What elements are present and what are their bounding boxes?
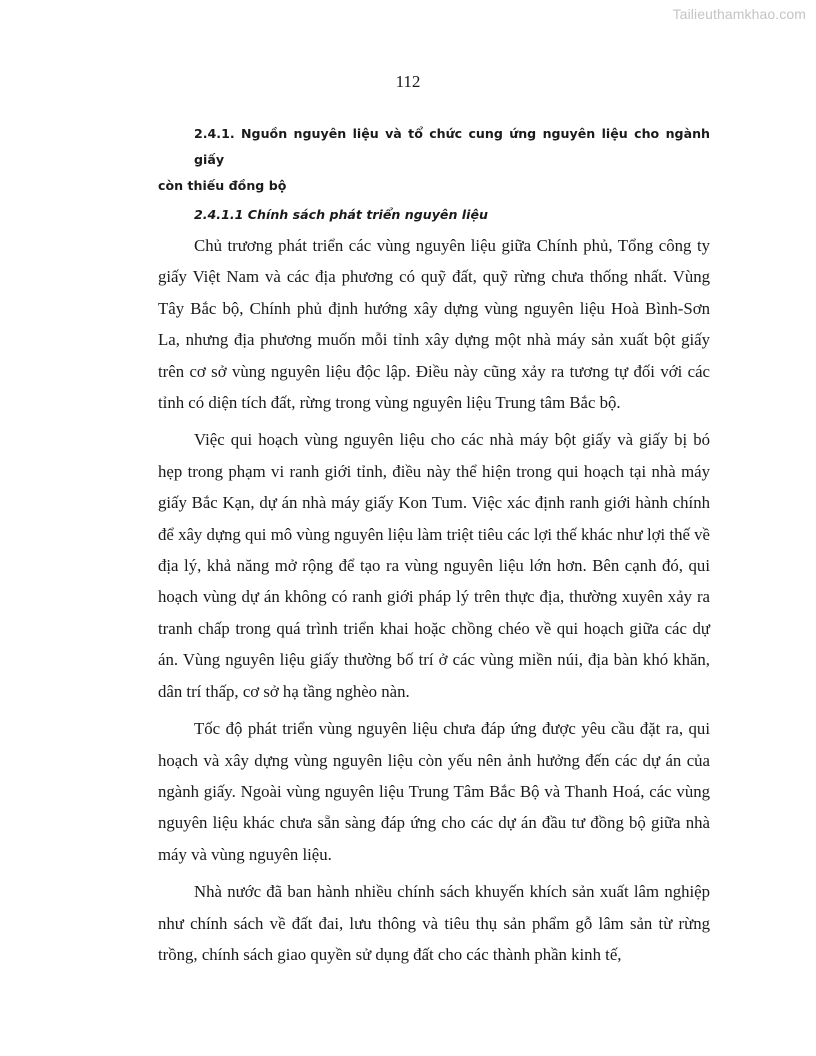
section-heading: [158, 121, 710, 199]
section-heading-line2: còn thiếu đồng bộ: [158, 178, 287, 193]
paragraph: Nhà nước đã ban hành nhiều chính sách khuyến khích sản xuất lâm nghiệp như chính sách về đất đai, lưu thông và tiêu thụ sản phẩm gỗ lâm sản từ rừng trồng, chính sách giao quyền sử dụng đất cho các thành phần kinh tế,: [158, 882, 710, 964]
paragraph: Tốc độ phát triển vùng nguyên liệu chưa đáp ứng được yêu cầu đặt ra, qui hoạch và xây dựng vùng nguyên liệu còn yếu nên ảnh hưởng đến các dự án của ngành giấy. Ngoài vùng nguyên liệu Trung Tâm Bắc Bộ và Thanh Hoá, các vùng nguyên liệu khác chưa sẵn sàng đáp ứng cho các dự án đầu tư đồng bộ giữa nhà máy và vùng nguyên liệu.: [158, 719, 710, 864]
document-body: [158, 121, 710, 976]
paragraph: Việc qui hoạch vùng nguyên liệu cho các nhà máy bột giấy và giấy bị bó hẹp trong phạm vi ranh giới tỉnh, điều này thể hiện trong qui hoạch tại nhà máy giấy Bắc Kạn, dự án nhà máy giấy Kon Tum. Việc xác định ranh giới hành chính để xây dựng qui mô vùng nguyên liệu làm triệt tiêu các lợi thế khác như lợi thế về địa lý, khả năng mở rộng để tạo ra vùng nguyên liệu lớn hơn. Bên cạnh đó, qui hoạch vùng dự án không có ranh giới pháp lý trên thực địa, thường xuyên xảy ra tranh chấp trong quá trình triển khai hoặc chồng chéo về qui hoạch giữa các dự án. Vùng nguyên liệu giấy thường bố trí ở các vùng miền núi, địa bàn khó khăn, dân trí thấp, cơ sở hạ tầng nghèo nàn.: [158, 430, 710, 701]
page-number: 112: [395, 72, 421, 91]
subsection-heading: 2.4.1.1 Chính sách phát triển nguyên liệu: [194, 207, 488, 222]
section-heading-line1: 2.4.1. Nguồn nguyên liệu và tổ chức cung ứng nguyên liệu cho ngành giấy: [194, 126, 710, 167]
paragraph: Chủ trương phát triển các vùng nguyên liệu giữa Chính phủ, Tổng công ty giấy Việt Nam và các địa phương có quỹ đất, quỹ rừng chưa thống nhất. Vùng Tây Bắc bộ, Chính phủ định hướng xây dựng vùng nguyên liệu Hoà Bình-Sơn La, nhưng địa phương muốn mỗi tỉnh xây dựng một nhà máy sản xuất bột giấy trên cơ sở vùng nguyên liệu độc lập. Điều này cũng xảy ra tương tự đối với các tỉnh có diện tích đất, rừng trong vùng nguyên liệu Trung tâm Bắc bộ.: [158, 236, 710, 413]
watermark: Tailieuthamkhao.com: [672, 6, 806, 22]
